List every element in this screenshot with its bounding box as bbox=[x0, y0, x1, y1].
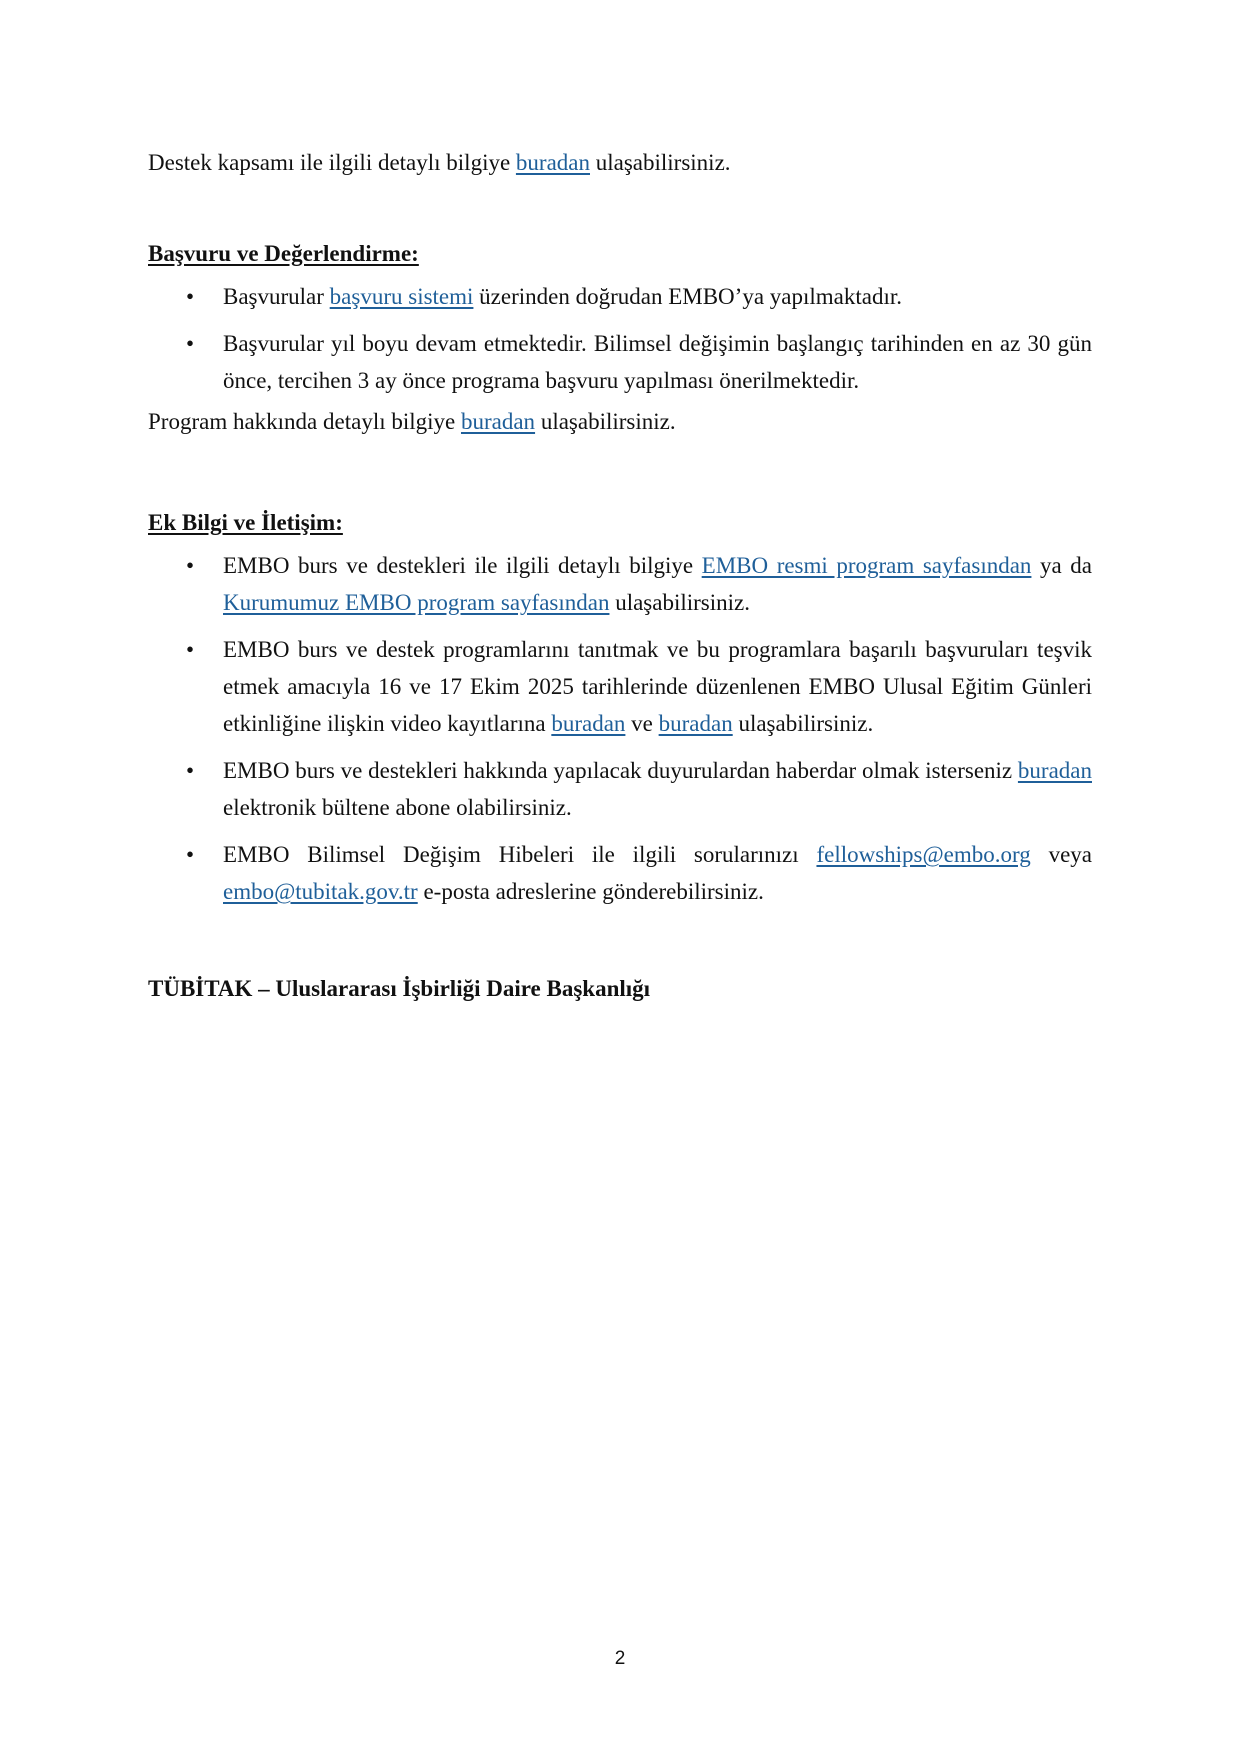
embo-official-page-link[interactable]: EMBO resmi program sayfasından bbox=[701, 553, 1032, 578]
bullet-icon: • bbox=[186, 331, 195, 356]
application-system-link[interactable]: başvuru sistemi bbox=[329, 284, 474, 309]
contact-section bbox=[148, 504, 1092, 910]
bullet-icon: • bbox=[186, 637, 195, 662]
fellowships-email-link[interactable]: fellowships@embo.org bbox=[816, 842, 1031, 867]
intro-link[interactable]: buradan bbox=[515, 150, 590, 175]
list-item: • Başvurular yıl boyu devam etmektedir. Bilimsel değişimin başlangıç tarihinden en az 30 gün önce, tercihen 3 ay önce programa başvuru yapılması önerilmektedir. bbox=[148, 325, 1092, 399]
bullet-icon: • bbox=[186, 758, 195, 783]
signature: TÜBİTAK – Uluslararası İşbirliği Daire Başkanlığı bbox=[148, 976, 651, 1001]
contact-list bbox=[148, 547, 1092, 910]
tubitak-email-link[interactable]: embo@tubitak.gov.tr bbox=[223, 879, 418, 904]
video-recordings-link-2[interactable]: buradan bbox=[658, 711, 733, 736]
application-section bbox=[148, 235, 1092, 440]
bullet-icon: • bbox=[186, 553, 195, 578]
program-info-link[interactable]: buradan bbox=[460, 409, 536, 434]
list-item: • EMBO burs ve destek programlarını tanıtmak ve bu programlara başarılı başvuruları teşvik etmek amacıyla 16 ve 17 Ekim 2025 tarihlerinde düzenlenen EMBO Ulusal Eğitim Günleri etkinliğine ilişkin video kayıtlarına buradan ve buradan ulaşabilirsiniz. bbox=[148, 631, 1092, 742]
intro-text: Destek kapsamı ile ilgili detaylı bilgiye bbox=[148, 150, 516, 175]
bullet-icon: • bbox=[186, 284, 195, 309]
bullet-icon: • bbox=[186, 842, 195, 867]
application-list bbox=[148, 278, 1092, 399]
page-number: 2 bbox=[614, 1648, 626, 1669]
program-info-paragraph: Program hakkında detaylı bilgiye buradan ulaşabilirsiniz. bbox=[148, 409, 676, 434]
institution-embo-page-link[interactable]: Kurumumuz EMBO program sayfasından bbox=[223, 590, 610, 615]
list-item: • EMBO Bilimsel Değişim Hibeleri ile ilgili sorularınızı fellowships@embo.org veya embo@tubitak.gov.tr e-posta adreslerine gönderebilirsiniz. bbox=[148, 836, 1092, 910]
newsletter-link[interactable]: buradan bbox=[1017, 758, 1092, 783]
intro-text-end: ulaşabilirsiniz. bbox=[590, 150, 731, 175]
list-item: • EMBO burs ve destekleri ile ilgili detaylı bilgiye EMBO resmi program sayfasından ya da Kurumumuz EMBO program sayfasından ulaşabilirsiniz. bbox=[148, 547, 1092, 621]
intro-paragraph bbox=[148, 144, 1092, 181]
application-heading: Başvuru ve Değerlendirme: bbox=[148, 241, 419, 266]
list-item: • EMBO burs ve destekleri hakkında yapılacak duyurulardan haberdar olmak isterseniz buradan elektronik bültene abone olabilirsiniz. bbox=[148, 752, 1092, 826]
contact-heading: Ek Bilgi ve İletişim: bbox=[148, 510, 343, 535]
list-item: • Başvurular başvuru sistemi üzerinden doğrudan EMBO’ya yapılmaktadır. bbox=[148, 278, 1092, 315]
video-recordings-link-1[interactable]: buradan bbox=[551, 711, 626, 736]
